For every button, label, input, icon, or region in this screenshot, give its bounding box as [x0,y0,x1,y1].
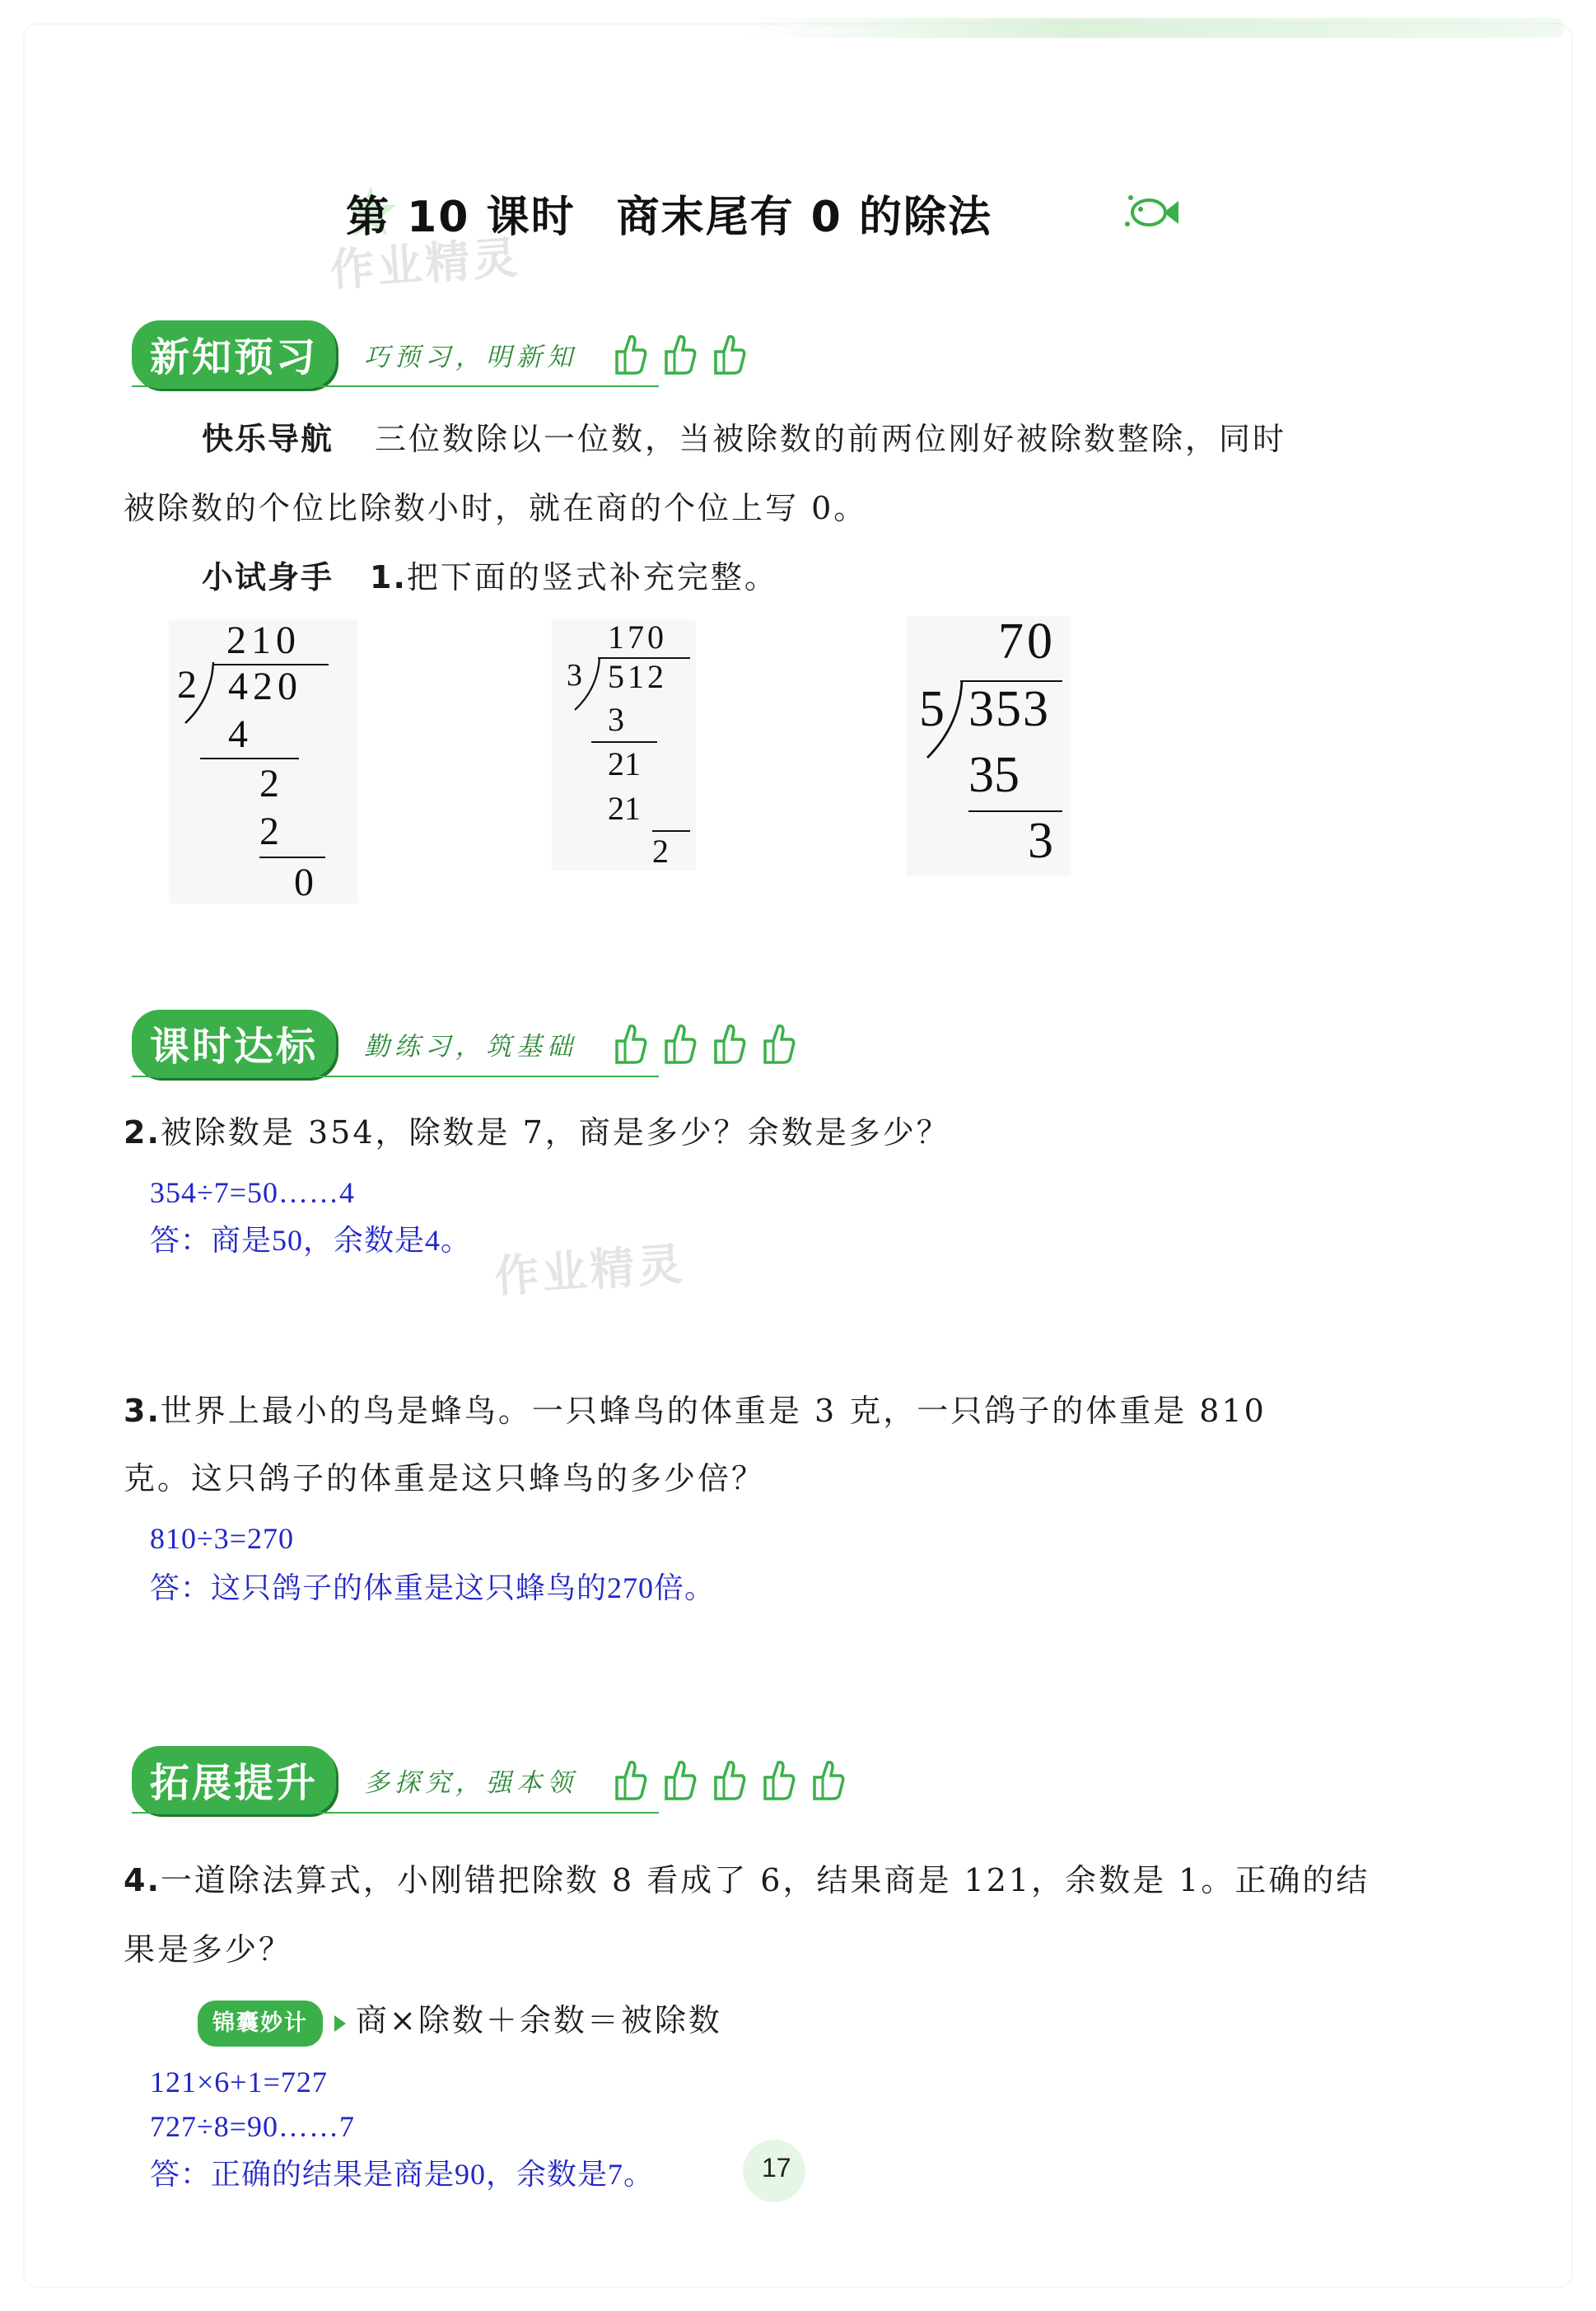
thumbs-up-icon [660,1021,698,1066]
division-bracket [572,656,609,713]
difficulty-rating [610,332,747,376]
step-product: 35 [968,747,1020,803]
top-decoration [741,18,1565,38]
guide-line-2: 被除数的个位比除数小时，就在商的个位上写 0。 [124,490,868,526]
dividend: 420 [228,665,302,708]
long-division-2 [552,619,696,871]
question-text: 把下面的竖式补充完整。 [406,559,778,595]
thumbs-up-icon [660,332,698,376]
page-number: 17 [762,2153,791,2183]
thumbs-up-icon [610,1021,648,1066]
divisor: 2 [177,663,197,707]
guide-paragraph [202,418,1286,460]
question-4-line-1 [124,1860,1370,1901]
division-bracket [180,661,230,726]
long-division-1 [169,619,358,903]
step-product: 3 [608,701,624,738]
answer-line: 答：这只鸽子的体重是这只蜂鸟的270倍。 [150,1571,716,1604]
section-subtitle: 巧预习，明新知 [364,342,578,372]
watermark: 作业精灵 [328,231,523,297]
answer-line: 答：商是50，余数是4。 [150,1224,472,1257]
section-label: 新知预习 [132,320,336,389]
thumbs-up-icon [758,1021,796,1066]
divisor: 5 [919,681,945,737]
final-remainder: 2 [652,833,669,870]
answer-line: 354÷7=50……4 [150,1176,356,1209]
question-text: 被除数是 354，除数是 7，商是多少？余数是多少？ [160,1114,950,1151]
step-product: 2 [259,810,279,853]
step-remainder: 21 [608,745,641,782]
question-text: 一道除法算式，小刚错把除数 8 看成了 6，结果商是 121，余数是 1。正确的结 [160,1862,1370,1898]
thumbs-up-icon [758,1758,796,1802]
section-label: 拓展提升 [132,1746,336,1814]
question-3-line-2: 克。这只鸽子的体重是这只蜂鸟的多少倍？ [124,1460,766,1496]
thumbs-up-icon [709,332,747,376]
final-remainder: 0 [294,861,314,904]
quotient: 70 [998,614,1056,670]
thumbs-up-icon [709,1021,747,1066]
question-text: 世界上最小的鸟是蜂鸟。一只蜂鸟的体重是 3 克，一只鸽子的体重是 810 [160,1393,1267,1429]
lesson-number: 第 10 课时 [346,192,576,242]
step-remainder: 2 [259,762,279,805]
arrow-right-icon [334,2015,346,2032]
tip-badge: 锦囊妙计 [198,2001,323,2047]
question-number: 4. [124,1862,161,1898]
answer-line: 727÷8=90……7 [150,2110,356,2143]
question-4-line-2: 果是多少？ [124,1931,293,1968]
thumbs-up-icon [610,332,648,376]
answer-line: 810÷3=270 [150,1522,295,1555]
quotient: 170 [608,619,667,656]
dividend: 512 [608,658,667,695]
answer-line: 答：正确的结果是商是90，余数是7。 [150,2158,655,2191]
section-subtitle: 勤练习，筑基础 [364,1031,578,1062]
step-line [200,758,299,759]
step-line [591,741,657,743]
question-3-line-1 [124,1390,1267,1431]
answer-line: 121×6+1=727 [150,2066,328,2099]
dividend: 353 [968,681,1050,737]
long-division-3 [906,616,1071,875]
fish-icon [1124,188,1182,237]
question-number: 2. [124,1114,161,1151]
question-number: 3. [124,1393,161,1429]
divisor: 3 [567,658,582,693]
section-label: 课时达标 [132,1010,336,1078]
watermark: 作业精灵 [492,1237,688,1304]
quotient: 210 [226,619,301,662]
question-number: 1. [370,559,407,595]
section-banner-preview [132,317,747,391]
thumbs-up-icon [610,1758,648,1802]
guide-line-1: 三位数除以一位数，当被除数的前两位刚好被除数整除，同时 [375,421,1287,457]
final-remainder: 3 [1028,813,1053,869]
division-bracket [922,679,972,761]
difficulty-rating [610,1758,846,1802]
section-banner-extend [132,1743,846,1817]
banner-underline [132,385,659,387]
step-product: 21 [608,790,641,827]
question-2 [124,1112,950,1153]
step-product: 4 [228,712,248,756]
banner-underline [132,1076,659,1077]
difficulty-rating [610,1021,796,1066]
tip-text: 商×除数＋余数＝被除数 [356,2002,722,2038]
section-subtitle: 多探究，强本领 [364,1767,578,1798]
thumbs-up-icon [709,1758,747,1802]
try-label: 小试身手 [202,559,334,595]
step-line [259,857,325,858]
thumbs-up-icon [660,1758,698,1802]
banner-underline [132,1812,659,1814]
tip-row [198,2000,722,2047]
lesson-topic: 商末尾有 0 的除法 [616,192,992,242]
try-heading [202,557,778,598]
guide-label: 快乐导航 [202,421,334,457]
thumbs-up-icon [808,1758,846,1802]
section-banner-practice [132,1006,796,1081]
